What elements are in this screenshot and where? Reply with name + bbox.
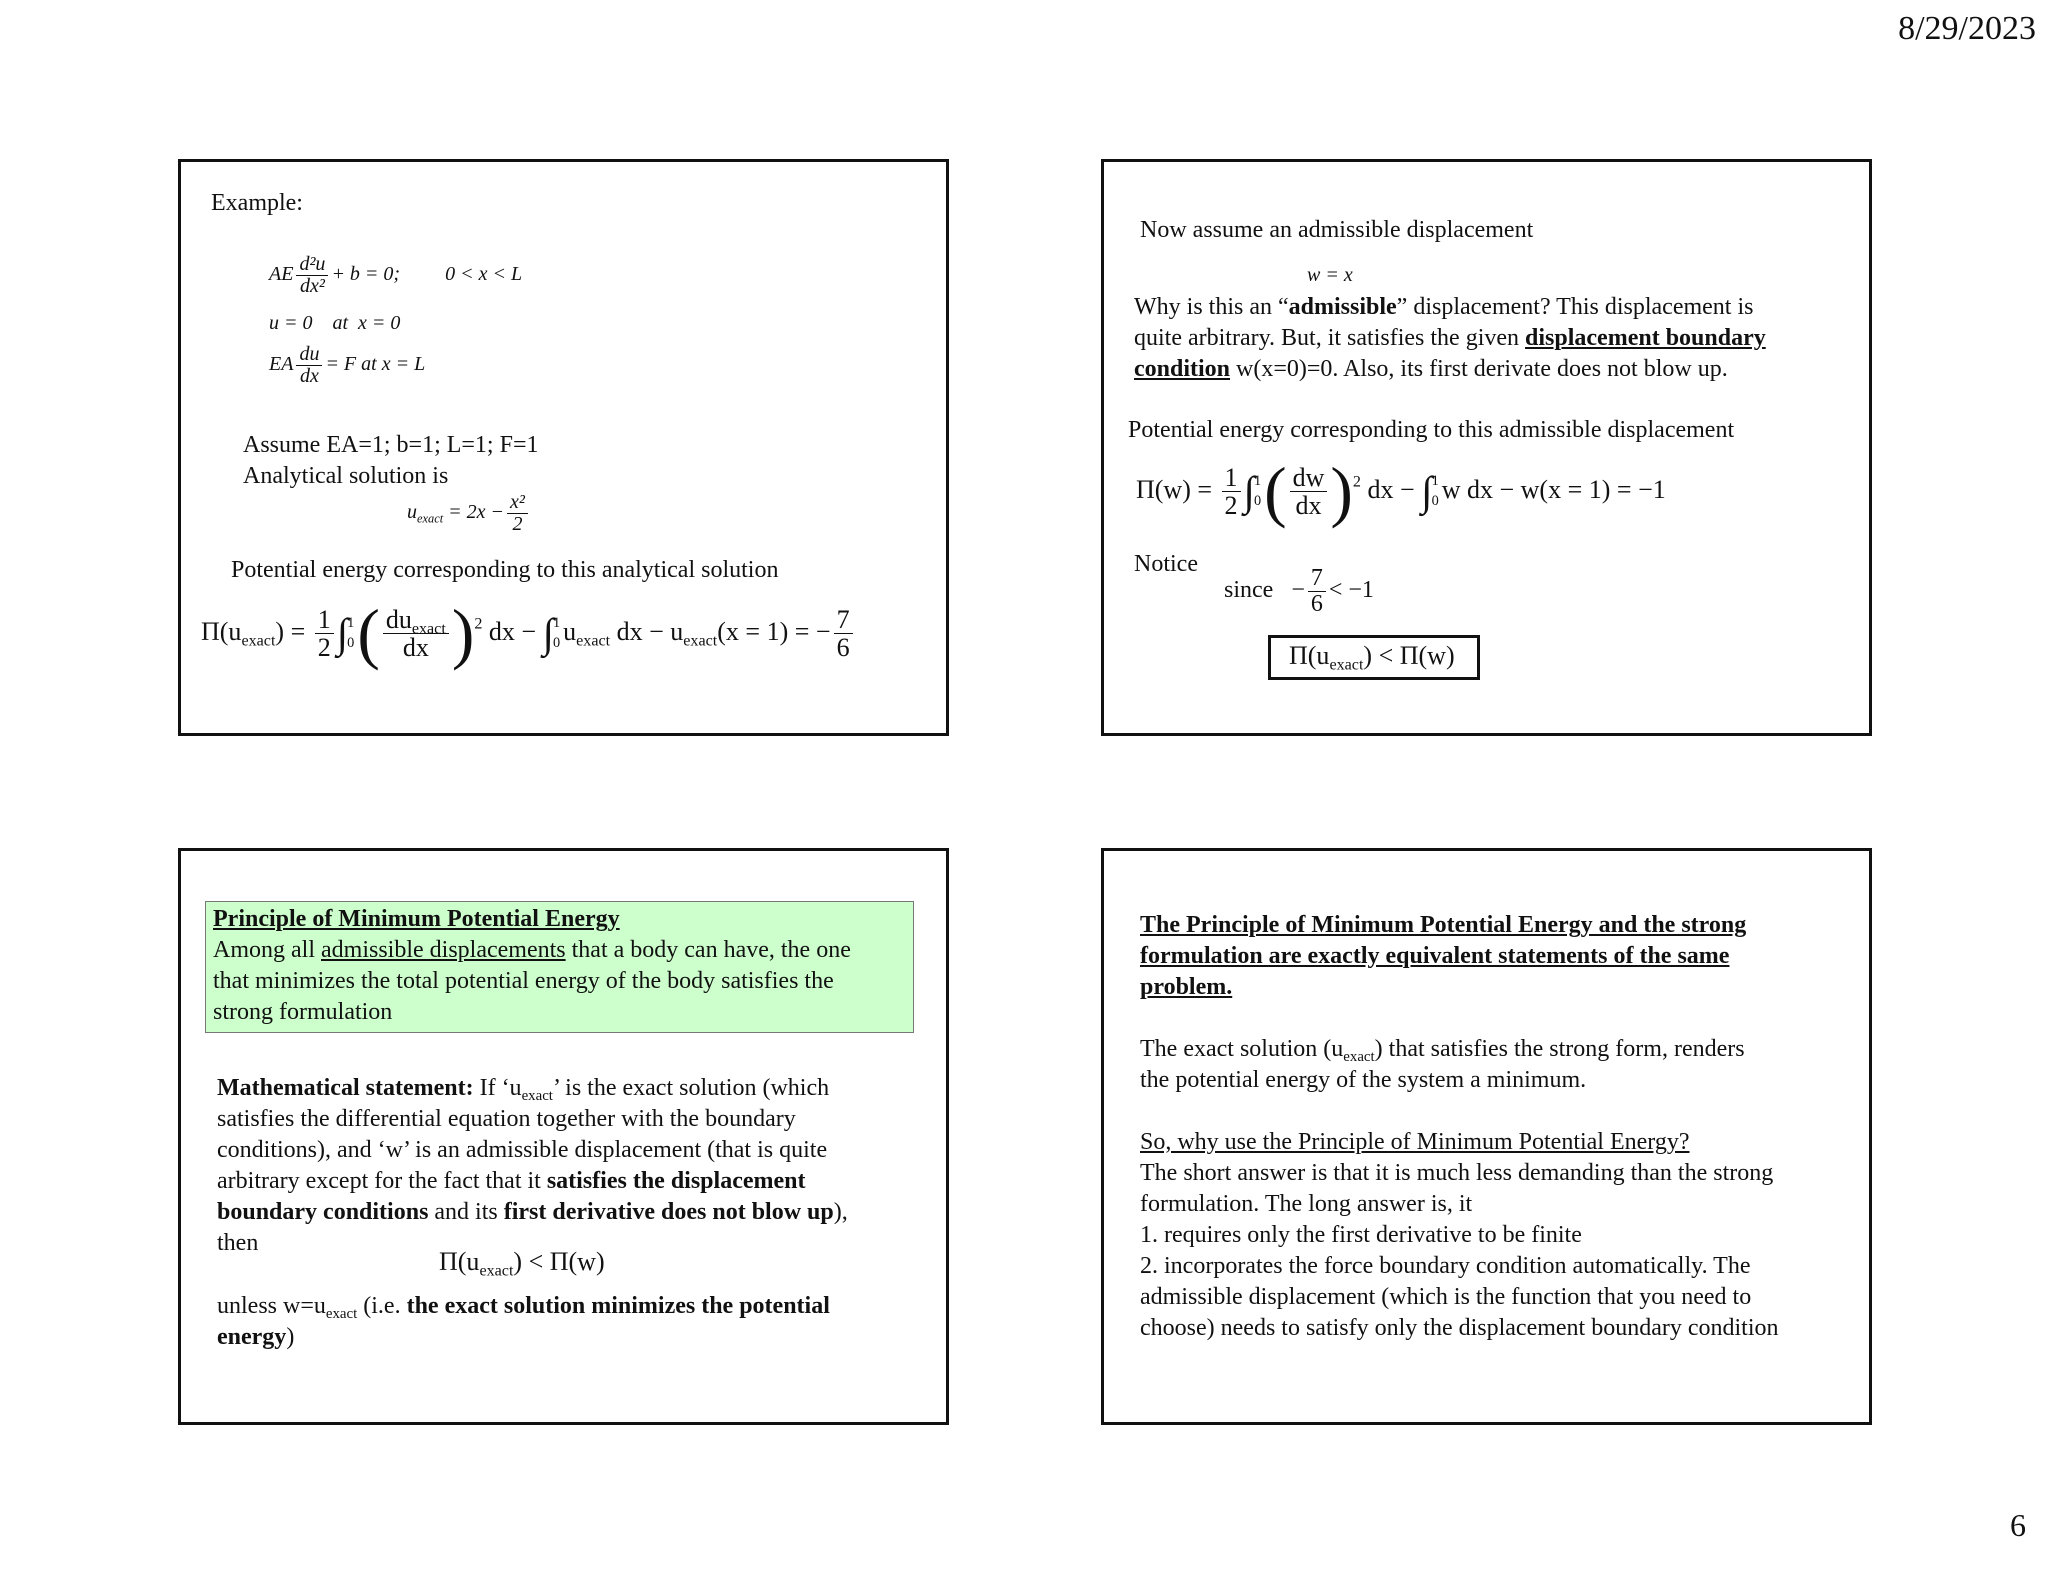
- answer-line-1: The short answer is that it is much less demanding than the strong: [1140, 1160, 1774, 1186]
- page-number: 6: [2010, 1507, 2026, 1543]
- math-statement-line-6: then: [217, 1230, 259, 1256]
- equivalence-title-line-3: problem.: [1140, 974, 1233, 1000]
- math-statement-line-2: satisfies the differential equation together with the boundary: [217, 1106, 796, 1132]
- why-line-3: condition w(x=0)=0. Also, its first derivate does not blow up.: [1134, 356, 1728, 382]
- pe-analytical-text: Potential energy corresponding to this analytical solution: [231, 557, 779, 583]
- principle-line-3: strong formulation: [213, 999, 393, 1025]
- equivalence-title-line-1: The Principle of Minimum Potential Energy and the strong: [1140, 912, 1747, 938]
- math-statement-line-1: Mathematical statement: If ‘$u_{exact}$’ is the exact solution (which: [217, 1075, 830, 1105]
- principle-definition-box: [205, 901, 914, 1033]
- exact-solution-line-1: The exact solution $(u_{exact})$ that satisfies the strong form, renders: [1140, 1036, 1745, 1066]
- since-inequality: since − $\frac{7}{6}$ < −1: [1224, 565, 1374, 618]
- notice-text: Notice: [1134, 551, 1198, 577]
- slide-heading: Example:: [211, 190, 303, 216]
- exact-solution-line-2: the potential energy of the system a minimum.: [1140, 1067, 1587, 1093]
- pe-exact-equation: $\Pi(u_{exact})$ = $\frac{1}{2}$ ∫ 1 0 ( $\frac{du_{exact}}{dx}$ )$^2$ dx − ∫ 1 0 $u_{exact}$ dx − $u_{exact}(x = 1)$ = − $\frac{7}{6}$: [201, 606, 856, 662]
- equivalence-title-line-2: formulation are exactly equivalent statements of the same: [1140, 943, 1730, 969]
- force-bc: EA $\frac{du}{dx}$ = F at x = L: [269, 343, 426, 387]
- principle-title: Principle of Minimum Potential Energy: [213, 906, 620, 932]
- math-statement-line-3: conditions), and ‘w’ is an admissible displacement (that is quite: [217, 1137, 828, 1163]
- analytical-text: Analytical solution is: [243, 463, 449, 489]
- unless-line-1: unless $w=u_{exact}$ (i.e. the exact solution minimizes the potential: [217, 1293, 830, 1323]
- math-statement-line-4: arbitrary except for the fact that it satisfies the displacement: [217, 1168, 806, 1194]
- answer-line-3: 1. requires only the first derivative to be finite: [1140, 1222, 1582, 1248]
- date-header: 8/29/2023: [1898, 10, 2036, 47]
- exact-solution-equation: $u_{exact} = 2x$ − $\frac{\text{x²}}{2}$: [407, 492, 531, 535]
- principle-line-1: Among all admissible displacements that a body can have, the one: [213, 937, 851, 963]
- answer-line-6: choose) needs to satisfy only the displacement boundary condition: [1140, 1315, 1779, 1341]
- answer-line-4: 2. incorporates the force boundary condition automatically. The: [1140, 1253, 1751, 1279]
- displacement-bc: u = 0 at x = 0: [269, 312, 401, 334]
- w-equation: w = x: [1307, 264, 1353, 286]
- unless-line-2: energy): [217, 1324, 295, 1350]
- why-line-1: Why is this an “admissible” displacement? This displacement is: [1134, 294, 1754, 320]
- pe-admissible-text: Potential energy corresponding to this admissible displacement: [1128, 417, 1735, 443]
- assume-text: Assume EA=1; b=1; L=1; F=1: [243, 432, 539, 458]
- slide-principle: [178, 848, 949, 1425]
- pi-inequality: $\Pi(u_{exact}) < \Pi(w)$: [439, 1247, 605, 1280]
- pi-inequality-box: $\Pi(u_{exact}) < \Pi(w)$: [1268, 635, 1480, 680]
- slide-example: [178, 159, 949, 736]
- principle-line-2: that minimizes the total potential energy of the body satisfies the: [213, 968, 834, 994]
- answer-line-5: admissible displacement (which is the function that you need to: [1140, 1284, 1752, 1310]
- slide-admissible-displacement: [1101, 159, 1872, 736]
- math-statement-line-5: boundary conditions and its first derivative does not blow up),: [217, 1199, 848, 1225]
- intro-text: Now assume an admissible displacement: [1140, 217, 1534, 243]
- why-use-question: So, why use the Principle of Minimum Potential Energy?: [1140, 1129, 1690, 1155]
- answer-line-2: formulation. The long answer is, it: [1140, 1191, 1473, 1217]
- pe-w-equation: Π(w) = $\frac{1}{2}$ ∫ 1 0 ( $\frac{dw}{dx}$ )$^2$ dx − ∫ 1 0 w dx − w(x = 1) = −1: [1136, 453, 1666, 529]
- why-line-2: quite arbitrary. But, it satisfies the given displacement boundary: [1134, 325, 1766, 351]
- governing-equation: AE $\frac{\text{d²u}}{\text{dx²}}$ + b = 0; 0 < x < L: [269, 253, 523, 297]
- slide-equivalence: [1101, 848, 1872, 1425]
